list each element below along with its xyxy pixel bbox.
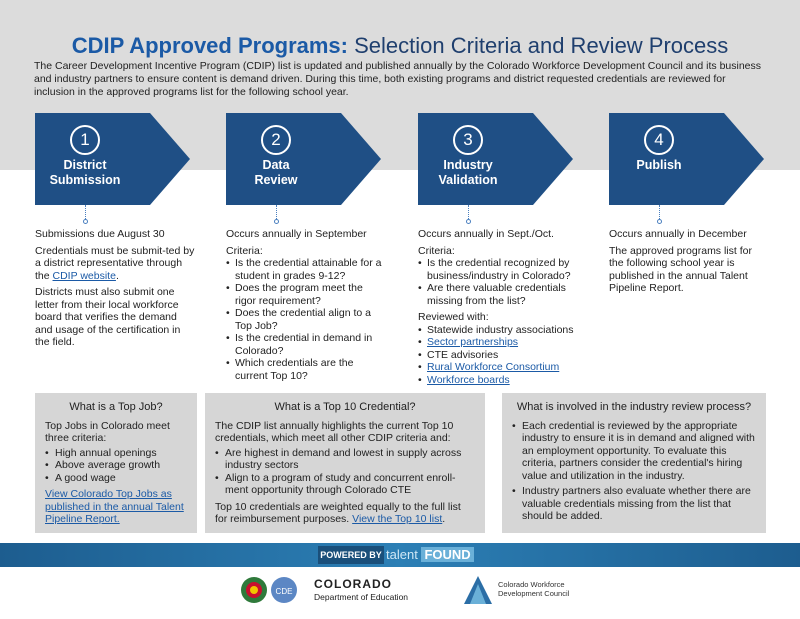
criteria-label: Criteria: [226, 244, 263, 257]
industry-review-box [502, 393, 766, 533]
step-number: 2 [261, 125, 291, 155]
intro-paragraph: The Career Development Incentive Program (CDIP) list is updated and published annually by the Colorado Workforce Development Council and its business and industry partners to ensure content is demand driven. During this time, both existing programs and district requested credentials are reviewed for inclusion in the approved programs list for the following school year. [34, 60, 762, 98]
cwdc-logo-icon [462, 574, 494, 606]
talent-found-logo: talent FOUND [386, 546, 474, 564]
criteria-list [226, 257, 386, 382]
submission-text: Credentials must be submit-ted by a district representative through the CDIP website. [35, 244, 195, 282]
criteria-label: Criteria: [418, 244, 455, 257]
svg-text:CDE: CDE [275, 587, 293, 596]
connector-dot [657, 219, 662, 224]
publish-timing: Occurs annually in December [609, 228, 747, 240]
workforce-boards-link[interactable]: Workforce boards [427, 373, 510, 386]
submission-deadline: Submissions due August 30 [35, 228, 165, 240]
step-label: Publish [636, 158, 682, 172]
list-item: • Align to a program of study and concurrent enroll-ment opportunity through Colorado CTE [215, 472, 475, 497]
box-outro: Top 10 credentials are weighted equally to the full list for reimbursement purposes. View the Top 10 list. [215, 500, 461, 525]
box-intro: The CDIP list annually highlights the current Top 10 credentials, which meet all other CDIP criteria and: [215, 419, 454, 444]
top-10-credential-box [205, 393, 485, 533]
step-4-chevron [609, 113, 764, 205]
validation-timing: Occurs annually in Sept./Oct. [418, 228, 554, 240]
list-item: • Statewide industry associations [418, 324, 580, 337]
list-item: • Above average growth [45, 459, 187, 472]
cdip-website-link[interactable]: CDIP website [52, 269, 116, 282]
district-submission-details [35, 228, 195, 353]
department-of-education: Department of Education [314, 592, 409, 602]
box-list [512, 420, 756, 523]
step-label: Industry Validation [438, 158, 498, 187]
top-jobs-link[interactable]: View Colorado Top Jobs as published in the annual Talent Pipeline Report. [45, 488, 184, 525]
list-item: • Is the credential recognized by business/industry in Colorado? [418, 257, 580, 282]
step-label: Data Review [254, 158, 298, 187]
list-item: • Each credential is reviewed by the appropriate industry to ensure it is in demand and aligned with an employment opportunity. To evaluate this criteria, partners consider the credential's hiring value and utilization in the industry. [512, 420, 756, 483]
list-item: • Is the credential in demand in Colorado? [226, 332, 386, 357]
page-title [0, 33, 800, 59]
list-item: • Does the program meet the rigor requirement? [226, 282, 386, 307]
powered-by-badge [318, 546, 482, 564]
step-number: 4 [644, 125, 674, 155]
list-item: • Are there valuable credentials missing from the list? [418, 282, 580, 307]
connector-dot [274, 219, 279, 224]
sector-partnerships-link[interactable]: Sector partnerships [427, 336, 519, 348]
list-item: • Does the credential align to a Top Job? [226, 307, 386, 332]
box-heading: What is involved in the industry review process? [516, 401, 752, 413]
connector-dot [83, 219, 88, 224]
step-label: District Submission [49, 158, 121, 187]
step-3-chevron [418, 113, 573, 205]
top-10-list-link[interactable]: View the Top 10 list [352, 513, 443, 525]
list-item: • Are highest in demand and lowest in supply across industry sectors [215, 447, 475, 472]
box-list [215, 447, 475, 497]
list-item [418, 336, 580, 349]
box-heading: What is a Top Job? [69, 401, 163, 413]
list-item: • High annual openings [45, 447, 187, 460]
colorado-logo-icon [240, 573, 310, 607]
industry-validation-details [418, 228, 580, 386]
rural-workforce-link[interactable]: Rural Workforce Consortium [427, 361, 560, 373]
box-intro: Top Jobs in Colorado meet three criteria: [45, 419, 170, 444]
powered-by-label: POWERED BY [318, 546, 384, 564]
publish-text: The approved programs list for the following school year is published in the annual Talent Pipeline Report. [609, 244, 752, 294]
list-item: • Industry partners also evaluate whether there are valuable credentials missing from the list that should be added. [512, 485, 756, 523]
step-number: 3 [453, 125, 483, 155]
list-item: • A good wage [45, 472, 187, 485]
list-item [418, 374, 580, 387]
review-timing: Occurs annually in September [226, 228, 367, 240]
connector-dot [466, 219, 471, 224]
title-strong: CDIP Approved Programs: [71, 33, 348, 58]
top-job-box [35, 393, 197, 533]
reviewed-with-list [418, 324, 580, 387]
list-item: • CTE advisories [418, 349, 580, 362]
box-heading: What is a Top 10 Credential? [274, 401, 416, 413]
list-item [418, 361, 580, 374]
list-item: • Is the credential attainable for a student in grades 9-12? [226, 257, 386, 282]
list-item: • Which credentials are the current Top 10? [226, 357, 386, 382]
colorado-wordmark: COLORADO [314, 577, 392, 591]
step-number: 1 [70, 125, 100, 155]
step-2-chevron [226, 113, 381, 205]
box-list [45, 447, 187, 485]
workforce-letter-text: Districts must also submit one letter from their local workforce board that verifies the demand and usage of the certification in the field. [35, 286, 181, 348]
reviewed-with-label: Reviewed with: [418, 311, 489, 323]
cwdc-name: Colorado Workforce Development Council [498, 580, 570, 598]
criteria-list [418, 257, 580, 307]
data-review-details [226, 228, 386, 382]
step-1-chevron [35, 113, 190, 205]
title-rest: Selection Criteria and Review Process [348, 33, 729, 58]
publish-details [609, 228, 769, 299]
